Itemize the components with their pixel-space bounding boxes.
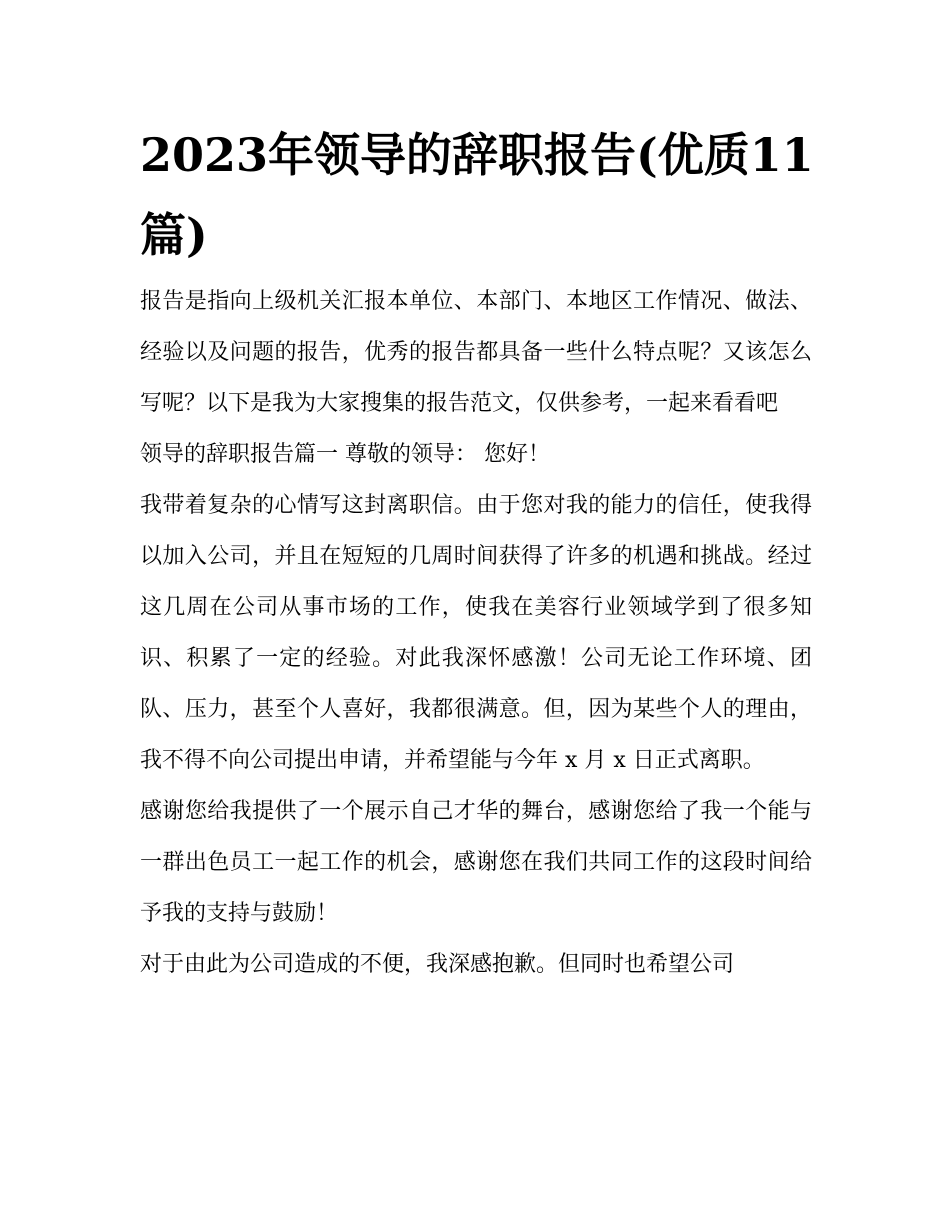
paragraph-body-1: 我带着复杂的心情写这封离职信。由于您对我的能力的信任，使我得以加入公司，并且在短短的几周时间获得了许多的机遇和挑战。经过这几周在公司从事市场的工作，使我在美容行业领域学到了很多知识、积累了一定的经验。对此我深怀感激！公司无论工作环境、团队、压力，甚至个人喜好，我都很满意。但，因为某些个人的理由，我不得不向公司提出申请，并希望能与今年 x 月 x 日正式离职。 [140, 493, 812, 773]
paragraph-salutation: 领导的辞职报告篇一 尊敬的领导： 您好！ [140, 442, 550, 467]
paragraph-body-3: 对于由此为公司造成的不便，我深感抱歉。但同时也希望公司 [140, 952, 735, 977]
paragraph-body-2: 感谢您给我提供了一个展示自己才华的舞台，感谢您给了我一个能与一群出色员工一起工作的机会，感谢您在我们共同工作的这段时间给予我的支持与鼓励！ [140, 799, 812, 926]
paragraph-intro: 报告是指向上级机关汇报本单位、本部门、本地区工作情况、做法、经验以及问题的报告，优秀的报告都具备一些什么特点呢？又该怎么写呢？以下是我为大家搜集的报告范文，仅供参考，一起来看看吧 [140, 289, 812, 416]
document-body [140, 276, 812, 990]
document-title: 2023年领导的辞职报告(优质11篇) [140, 128, 814, 262]
